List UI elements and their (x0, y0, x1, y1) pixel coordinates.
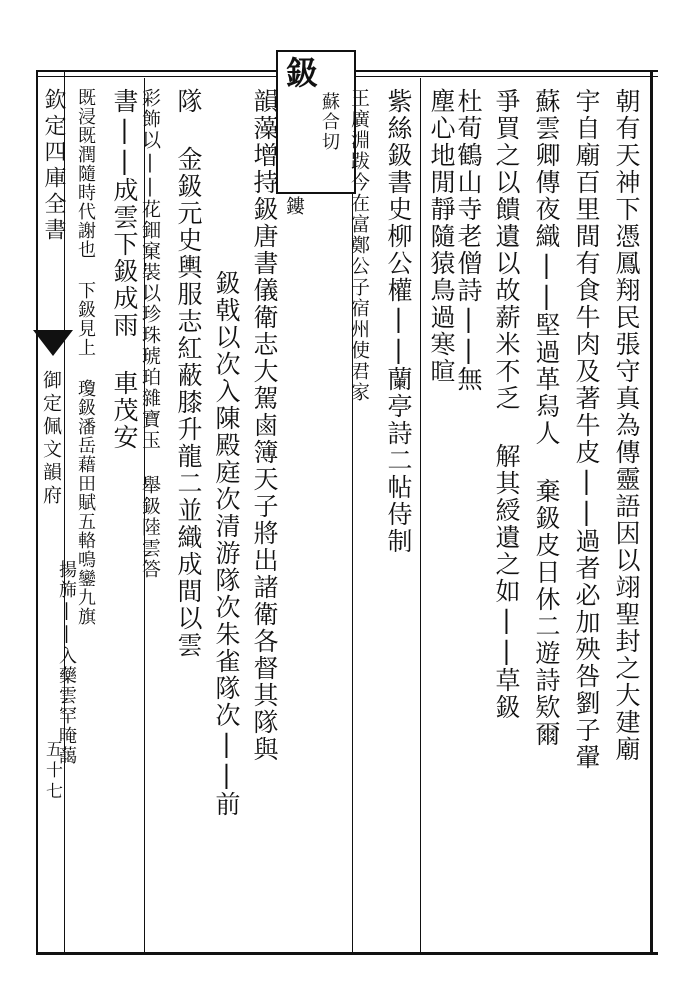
text-column-13: 書||成雲下鈒成雨 車茂安 (110, 88, 139, 451)
heading-sub-entry: 鏤 (283, 196, 305, 218)
text-column-8: 王廣淵跋今在富鄭公子宿州使君家 (348, 88, 370, 403)
text-column-14: 既浸既潤隨時代謝也 下鈒見上 瓊鈒潘岳藉田賦五輅鳴鑾九旗 (75, 88, 96, 626)
work-title: 御定佩文韻府 (40, 370, 62, 508)
heading-pronunciation-note: 蘇合切 (319, 92, 340, 152)
text-column-6: 塵心地閒靜隨猿鳥過寒暄 (427, 88, 456, 385)
page-number: 五十七 (42, 740, 62, 803)
text-column-2: 宇自廟百里間有食牛肉及著牛皮||過者必加殃咎劉子翬 (572, 88, 601, 771)
text-column-3: 蘇雲卿傳夜織||堅過革舄人 棄鈒皮日休二遊詩欵爾 (532, 88, 561, 748)
text-column-7: 紫絲鈒書史柳公權||蘭亭詩二帖侍制 (384, 88, 413, 555)
text-column-5: 杜荀鶴山寺老僧詩||無 (454, 88, 483, 393)
heading-character: 鈒 (281, 56, 319, 88)
text-column-10: 鈒戟以次入陳殿庭次清游隊次朱雀隊次||前 (212, 270, 241, 818)
text-column-1: 朝有天神下憑鳳翔民張守真為傳靈語因以翊聖封之大建廟 (612, 88, 641, 763)
text-column-4: 爭買之以饋遺以故薪米不乏 解其綬遺之如||草鈒 (492, 88, 521, 721)
text-column-12: 彩飾以||花鈿窠裝以珍珠琥珀雜寶玉 舉鈒陸雲答 (139, 88, 161, 580)
text-column-15: 揚旆||入藥雲罕晻藹 (56, 560, 77, 766)
text-column-11: 隊 金鈒元史輿服志紅蔽膝升龍二並織成間以雲 (174, 88, 203, 659)
right-border (650, 70, 653, 955)
book-title: 欽定四庫全書 (41, 88, 66, 244)
text-column-9: 韻藻增持鈒唐書儀衛志大駕鹵簿天子將出諸衛各督其隊與 (250, 88, 279, 763)
